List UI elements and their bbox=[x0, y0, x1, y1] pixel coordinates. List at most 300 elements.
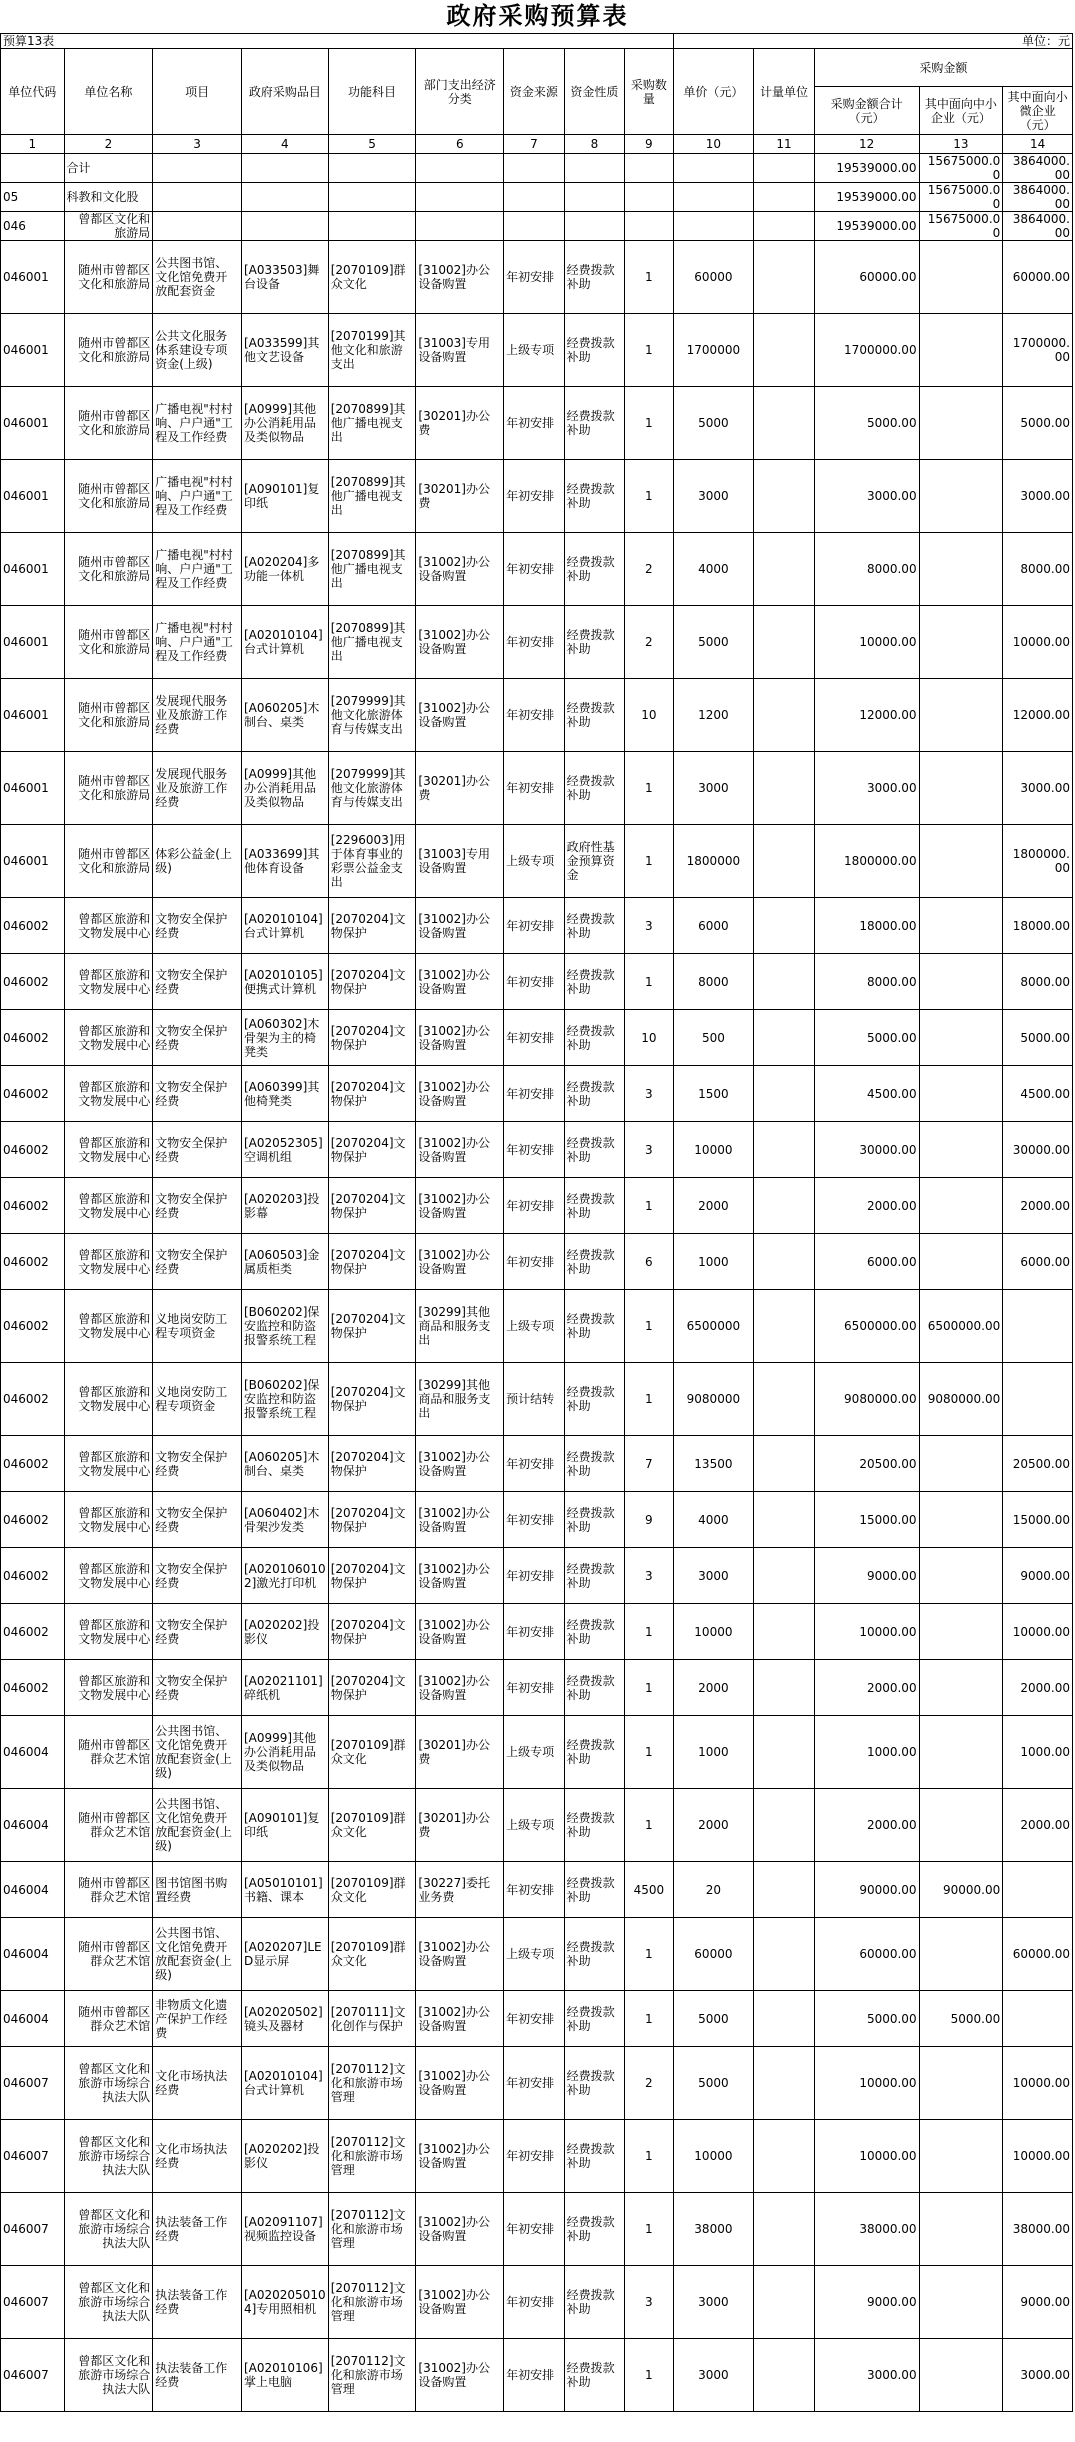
column-number: 7 bbox=[504, 135, 565, 154]
economic-class: [31002]办公设备购置 bbox=[416, 1660, 504, 1716]
unit-name: 曾都区旅游和文物发展中心 bbox=[64, 898, 153, 954]
fund-nature: 经费拨款补助 bbox=[564, 460, 625, 533]
amount-total: 9080000.00 bbox=[814, 1363, 919, 1436]
fund-nature: 经费拨款补助 bbox=[564, 1548, 625, 1604]
empty-cell bbox=[153, 212, 242, 241]
amount-sme bbox=[919, 533, 1003, 606]
unit-name: 曾都区旅游和文物发展中心 bbox=[64, 1548, 153, 1604]
table-row bbox=[1, 1363, 1073, 1436]
amount-sme bbox=[919, 1660, 1003, 1716]
unit-of-measure bbox=[754, 1991, 815, 2047]
unit-of-measure bbox=[754, 2047, 815, 2120]
amount-sme bbox=[919, 2266, 1003, 2339]
economic-class: [31002]办公设备购置 bbox=[416, 1492, 504, 1548]
column-number: 9 bbox=[625, 135, 673, 154]
fund-nature: 经费拨款补助 bbox=[564, 606, 625, 679]
table-row bbox=[1, 2266, 1073, 2339]
economic-class: [30201]办公费 bbox=[416, 460, 504, 533]
fund-nature: 经费拨款补助 bbox=[564, 1862, 625, 1918]
economic-class: [30227]委托业务费 bbox=[416, 1862, 504, 1918]
amount-total: 3000.00 bbox=[814, 752, 919, 825]
procurement-item: [A020207]LED显示屏 bbox=[241, 1918, 328, 1991]
table-row bbox=[1, 2047, 1073, 2120]
amount-sme bbox=[919, 1178, 1003, 1234]
table-row bbox=[1, 1436, 1073, 1492]
function-subject: [2070204]文物保护 bbox=[328, 1436, 416, 1492]
column-number: 3 bbox=[153, 135, 242, 154]
amount-total: 5000.00 bbox=[814, 387, 919, 460]
unit-of-measure bbox=[754, 1290, 815, 1363]
fund-source: 年初安排 bbox=[504, 1604, 565, 1660]
function-subject: [2079999]其他文化旅游体育与传媒支出 bbox=[328, 752, 416, 825]
amount-sme bbox=[919, 1066, 1003, 1122]
project: 图书馆图书购置经费 bbox=[153, 1862, 242, 1918]
amount-micro: 20500.00 bbox=[1003, 1436, 1073, 1492]
unit-code: 046002 bbox=[1, 1660, 65, 1716]
fund-source: 年初安排 bbox=[504, 1122, 565, 1178]
amount-sme: 90000.00 bbox=[919, 1862, 1003, 1918]
amount-micro: 10000.00 bbox=[1003, 606, 1073, 679]
project: 公共图书馆、文化馆免费开放配套资金(上级) bbox=[153, 1918, 242, 1991]
empty-cell bbox=[241, 154, 328, 183]
amount-micro: 3864000.00 bbox=[1003, 183, 1073, 212]
fund-source: 年初安排 bbox=[504, 2120, 565, 2193]
unit-of-measure bbox=[754, 1363, 815, 1436]
amount-micro: 5000.00 bbox=[1003, 1010, 1073, 1066]
amount-sme bbox=[919, 1234, 1003, 1290]
unit-of-measure bbox=[754, 898, 815, 954]
quantity: 1 bbox=[625, 1363, 673, 1436]
unit-of-measure bbox=[754, 825, 815, 898]
unit-code: 046002 bbox=[1, 1548, 65, 1604]
function-subject: [2070111]文化创作与保护 bbox=[328, 1991, 416, 2047]
function-subject: [2070109]群众文化 bbox=[328, 1918, 416, 1991]
amount-micro: 5000.00 bbox=[1003, 387, 1073, 460]
fund-nature: 经费拨款补助 bbox=[564, 1122, 625, 1178]
empty-cell bbox=[564, 154, 625, 183]
project: 文物安全保护经费 bbox=[153, 1604, 242, 1660]
fund-source: 年初安排 bbox=[504, 2339, 565, 2412]
amount-sme: 15675000.00 bbox=[919, 154, 1003, 183]
amount-total: 10000.00 bbox=[814, 2120, 919, 2193]
fund-nature: 经费拨款补助 bbox=[564, 1010, 625, 1066]
unit-name: 曾都区旅游和文物发展中心 bbox=[64, 1492, 153, 1548]
quantity: 2 bbox=[625, 2047, 673, 2120]
amount-micro: 12000.00 bbox=[1003, 679, 1073, 752]
amount-sme bbox=[919, 1918, 1003, 1991]
empty-cell bbox=[625, 212, 673, 241]
amount-total: 3000.00 bbox=[814, 460, 919, 533]
fund-source: 上级专项 bbox=[504, 1789, 565, 1862]
amount-sme bbox=[919, 606, 1003, 679]
amount-total: 10000.00 bbox=[814, 606, 919, 679]
amount-micro: 3000.00 bbox=[1003, 2339, 1073, 2412]
unit-label: 单位：元 bbox=[673, 34, 1072, 49]
function-subject: [2070199]其他文化和旅游支出 bbox=[328, 314, 416, 387]
amount-sme bbox=[919, 825, 1003, 898]
unit-of-measure bbox=[754, 1548, 815, 1604]
unit-code: 046002 bbox=[1, 1066, 65, 1122]
unit-price: 60000 bbox=[673, 241, 754, 314]
unit-of-measure bbox=[754, 606, 815, 679]
amount-micro: 60000.00 bbox=[1003, 1918, 1073, 1991]
amount-total: 4500.00 bbox=[814, 1066, 919, 1122]
unit-code: 046001 bbox=[1, 606, 65, 679]
fund-source: 上级专项 bbox=[504, 1918, 565, 1991]
amount-micro: 10000.00 bbox=[1003, 1604, 1073, 1660]
fund-nature: 经费拨款补助 bbox=[564, 1604, 625, 1660]
unit-code: 046001 bbox=[1, 460, 65, 533]
unit-name: 随州市曾都区文化和旅游局 bbox=[64, 387, 153, 460]
quantity: 3 bbox=[625, 1548, 673, 1604]
fund-nature: 经费拨款补助 bbox=[564, 1660, 625, 1716]
unit-name: 曾都区文化和旅游市场综合执法大队 bbox=[64, 2047, 153, 2120]
unit-code: 046004 bbox=[1, 1991, 65, 2047]
function-subject: [2070899]其他广播电视支出 bbox=[328, 533, 416, 606]
quantity: 1 bbox=[625, 2193, 673, 2266]
table-header bbox=[1, 34, 1073, 154]
unit-of-measure bbox=[754, 1234, 815, 1290]
procurement-item: [A033503]舞台设备 bbox=[241, 241, 328, 314]
procurement-item: [A060503]金属质柜类 bbox=[241, 1234, 328, 1290]
unit-code: 046001 bbox=[1, 314, 65, 387]
empty-cell bbox=[754, 183, 815, 212]
fund-source: 年初安排 bbox=[504, 1492, 565, 1548]
table-row bbox=[1, 1604, 1073, 1660]
function-subject: [2070204]文物保护 bbox=[328, 1660, 416, 1716]
unit-code: 046007 bbox=[1, 2193, 65, 2266]
empty-cell bbox=[153, 154, 242, 183]
project: 文物安全保护经费 bbox=[153, 1178, 242, 1234]
fund-source: 预计结转 bbox=[504, 1363, 565, 1436]
unit-of-measure bbox=[754, 460, 815, 533]
unit-price: 2000 bbox=[673, 1789, 754, 1862]
unit-name: 随州市曾都区文化和旅游局 bbox=[64, 533, 153, 606]
header-price: 单价（元） bbox=[673, 49, 754, 135]
fund-nature: 经费拨款补助 bbox=[564, 1492, 625, 1548]
function-subject: [2070204]文物保护 bbox=[328, 1122, 416, 1178]
table-row bbox=[1, 1548, 1073, 1604]
unit-price: 1700000 bbox=[673, 314, 754, 387]
fund-nature: 经费拨款补助 bbox=[564, 1716, 625, 1789]
empty-cell bbox=[564, 212, 625, 241]
table-row bbox=[1, 1234, 1073, 1290]
header-nature: 资金性质 bbox=[564, 49, 625, 135]
unit-name: 曾都区旅游和文物发展中心 bbox=[64, 1363, 153, 1436]
procurement-item: [A02010104]台式计算机 bbox=[241, 606, 328, 679]
amount-total: 2000.00 bbox=[814, 1660, 919, 1716]
table-row bbox=[1, 954, 1073, 1010]
column-number: 1 bbox=[1, 135, 65, 154]
amount-micro: 3000.00 bbox=[1003, 460, 1073, 533]
column-number: 5 bbox=[328, 135, 416, 154]
empty-cell bbox=[504, 183, 565, 212]
unit-code: 046007 bbox=[1, 2339, 65, 2412]
amount-total: 8000.00 bbox=[814, 954, 919, 1010]
function-subject: [2079999]其他文化旅游体育与传媒支出 bbox=[328, 679, 416, 752]
procurement-item: [A0999]其他办公消耗用品及类似物品 bbox=[241, 752, 328, 825]
procurement-item: [A060302]木骨架为主的椅凳类 bbox=[241, 1010, 328, 1066]
project: 执法装备工作经费 bbox=[153, 2339, 242, 2412]
unit-price: 5000 bbox=[673, 606, 754, 679]
procurement-item: [A0999]其他办公消耗用品及类似物品 bbox=[241, 1716, 328, 1789]
unit-name: 随州市曾都区文化和旅游局 bbox=[64, 460, 153, 533]
unit-of-measure bbox=[754, 1862, 815, 1918]
project: 广播电视"村村响、户户通"工程及工作经费 bbox=[153, 606, 242, 679]
unit-code: 046002 bbox=[1, 1604, 65, 1660]
unit-name: 曾都区旅游和文物发展中心 bbox=[64, 1122, 153, 1178]
unit-of-measure bbox=[754, 1789, 815, 1862]
unit-of-measure bbox=[754, 2339, 815, 2412]
unit-of-measure bbox=[754, 387, 815, 460]
unit-price: 10000 bbox=[673, 1122, 754, 1178]
table-row bbox=[1, 314, 1073, 387]
economic-class: [31002]办公设备购置 bbox=[416, 2120, 504, 2193]
amount-micro: 2000.00 bbox=[1003, 1660, 1073, 1716]
quantity: 1 bbox=[625, 1178, 673, 1234]
fund-source: 年初安排 bbox=[504, 2047, 565, 2120]
unit-code: 046002 bbox=[1, 898, 65, 954]
unit-name: 随州市曾都区群众艺术馆 bbox=[64, 1789, 153, 1862]
unit-name: 曾都区旅游和文物发展中心 bbox=[64, 1066, 153, 1122]
column-number: 12 bbox=[814, 135, 919, 154]
unit-price: 3000 bbox=[673, 2339, 754, 2412]
unit-price: 6500000 bbox=[673, 1290, 754, 1363]
procurement-item: [B060202]保安监控和防盗报警系统工程 bbox=[241, 1363, 328, 1436]
unit-price: 5000 bbox=[673, 387, 754, 460]
amount-sme: 5000.00 bbox=[919, 1991, 1003, 2047]
table-row bbox=[1, 1918, 1073, 1991]
table-row bbox=[1, 1716, 1073, 1789]
economic-class: [31002]办公设备购置 bbox=[416, 1991, 504, 2047]
economic-class: [31002]办公设备购置 bbox=[416, 1604, 504, 1660]
procurement-item: [A02021101]碎纸机 bbox=[241, 1660, 328, 1716]
fund-source: 年初安排 bbox=[504, 679, 565, 752]
fund-source: 年初安排 bbox=[504, 2266, 565, 2339]
table-row bbox=[1, 533, 1073, 606]
quantity: 2 bbox=[625, 606, 673, 679]
amount-total: 6000.00 bbox=[814, 1234, 919, 1290]
economic-class: [31002]办公设备购置 bbox=[416, 1548, 504, 1604]
amount-micro: 2000.00 bbox=[1003, 1789, 1073, 1862]
economic-class: [30299]其他商品和服务支出 bbox=[416, 1290, 504, 1363]
function-subject: [2070899]其他广播电视支出 bbox=[328, 387, 416, 460]
unit-of-measure bbox=[754, 1604, 815, 1660]
unit-code bbox=[1, 154, 65, 183]
amount-micro bbox=[1003, 1290, 1073, 1363]
procurement-item: [A02010104]台式计算机 bbox=[241, 2047, 328, 2120]
empty-cell bbox=[153, 183, 242, 212]
amount-sme bbox=[919, 2193, 1003, 2266]
project: 文物安全保护经费 bbox=[153, 954, 242, 1010]
amount-sme bbox=[919, 2047, 1003, 2120]
function-subject: [2070112]文化和旅游市场管理 bbox=[328, 2266, 416, 2339]
fund-nature: 经费拨款补助 bbox=[564, 679, 625, 752]
economic-class: [31002]办公设备购置 bbox=[416, 1178, 504, 1234]
amount-micro: 10000.00 bbox=[1003, 2120, 1073, 2193]
empty-cell bbox=[328, 154, 416, 183]
unit-name: 曾都区文化和旅游市场综合执法大队 bbox=[64, 2266, 153, 2339]
fund-source: 上级专项 bbox=[504, 825, 565, 898]
economic-class: [31002]办公设备购置 bbox=[416, 1234, 504, 1290]
function-subject: [2296003]用于体育事业的彩票公益金支出 bbox=[328, 825, 416, 898]
quantity: 10 bbox=[625, 1010, 673, 1066]
unit-price: 4000 bbox=[673, 533, 754, 606]
unit-name: 曾都区旅游和文物发展中心 bbox=[64, 1178, 153, 1234]
quantity: 1 bbox=[625, 2339, 673, 2412]
unit-code: 046002 bbox=[1, 1363, 65, 1436]
function-subject: [2070899]其他广播电视支出 bbox=[328, 460, 416, 533]
amount-micro: 38000.00 bbox=[1003, 2193, 1073, 2266]
amount-total: 15000.00 bbox=[814, 1492, 919, 1548]
fund-nature: 政府性基金预算资金 bbox=[564, 825, 625, 898]
procurement-item: [A02010105]便携式计算机 bbox=[241, 954, 328, 1010]
amount-sme bbox=[919, 1122, 1003, 1178]
procurement-item: [A060205]木制台、桌类 bbox=[241, 679, 328, 752]
unit-name: 随州市曾都区群众艺术馆 bbox=[64, 1991, 153, 2047]
table-row bbox=[1, 241, 1073, 314]
function-subject: [2070109]群众文化 bbox=[328, 1716, 416, 1789]
quantity: 7 bbox=[625, 1436, 673, 1492]
amount-sme bbox=[919, 1436, 1003, 1492]
amount-micro bbox=[1003, 1991, 1073, 2047]
table-row bbox=[1, 1122, 1073, 1178]
fund-nature: 经费拨款补助 bbox=[564, 1918, 625, 1991]
amount-sme: 15675000.00 bbox=[919, 183, 1003, 212]
procurement-item: [A060402]木骨架沙发类 bbox=[241, 1492, 328, 1548]
quantity: 6 bbox=[625, 1234, 673, 1290]
unit-of-measure bbox=[754, 314, 815, 387]
fund-nature: 经费拨款补助 bbox=[564, 241, 625, 314]
form-code: 预算13表 bbox=[1, 34, 674, 49]
unit-price: 3000 bbox=[673, 752, 754, 825]
unit-code: 05 bbox=[1, 183, 65, 212]
economic-class: [31003]专用设备购置 bbox=[416, 314, 504, 387]
fund-nature: 经费拨款补助 bbox=[564, 1234, 625, 1290]
quantity: 1 bbox=[625, 2120, 673, 2193]
function-subject: [2070204]文物保护 bbox=[328, 1010, 416, 1066]
procurement-item: [A020203]投影幕 bbox=[241, 1178, 328, 1234]
amount-sme bbox=[919, 1604, 1003, 1660]
function-subject: [2070109]群众文化 bbox=[328, 241, 416, 314]
unit-price: 2000 bbox=[673, 1660, 754, 1716]
amount-sme: 9080000.00 bbox=[919, 1363, 1003, 1436]
header-micro: 其中面向小微企业（元） bbox=[1003, 87, 1073, 135]
unit-of-measure bbox=[754, 679, 815, 752]
unit-of-measure bbox=[754, 1436, 815, 1492]
table-row bbox=[1, 2339, 1073, 2412]
amount-sme bbox=[919, 1789, 1003, 1862]
project: 体彩公益金(上级) bbox=[153, 825, 242, 898]
project: 文物安全保护经费 bbox=[153, 1010, 242, 1066]
quantity: 3 bbox=[625, 898, 673, 954]
procurement-item: [A060399]其他椅凳类 bbox=[241, 1066, 328, 1122]
unit-price: 6000 bbox=[673, 898, 754, 954]
unit-price: 38000 bbox=[673, 2193, 754, 2266]
amount-total: 19539000.00 bbox=[814, 183, 919, 212]
unit-of-measure bbox=[754, 1178, 815, 1234]
economic-class: [31002]办公设备购置 bbox=[416, 2047, 504, 2120]
table-row bbox=[1, 825, 1073, 898]
economic-class: [31002]办公设备购置 bbox=[416, 606, 504, 679]
unit-price: 500 bbox=[673, 1010, 754, 1066]
unit-name: 曾都区文化和旅游市场综合执法大队 bbox=[64, 2193, 153, 2266]
empty-cell bbox=[504, 212, 565, 241]
project: 文物安全保护经费 bbox=[153, 1492, 242, 1548]
empty-cell bbox=[754, 154, 815, 183]
project: 广播电视"村村响、户户通"工程及工作经费 bbox=[153, 460, 242, 533]
empty-cell bbox=[625, 183, 673, 212]
unit-price: 10000 bbox=[673, 2120, 754, 2193]
quantity: 2 bbox=[625, 533, 673, 606]
header-catalog: 政府采购品目 bbox=[241, 49, 328, 135]
table-row bbox=[1, 1178, 1073, 1234]
empty-cell bbox=[328, 212, 416, 241]
amount-micro: 15000.00 bbox=[1003, 1492, 1073, 1548]
quantity: 1 bbox=[625, 752, 673, 825]
quantity: 1 bbox=[625, 825, 673, 898]
amount-total: 19539000.00 bbox=[814, 212, 919, 241]
function-subject: [2070204]文物保护 bbox=[328, 1492, 416, 1548]
unit-code: 046002 bbox=[1, 1436, 65, 1492]
economic-class: [31003]专用设备购置 bbox=[416, 825, 504, 898]
project: 文化市场执法经费 bbox=[153, 2047, 242, 2120]
unit-code: 046004 bbox=[1, 1918, 65, 1991]
unit-price: 13500 bbox=[673, 1436, 754, 1492]
amount-total: 1800000.00 bbox=[814, 825, 919, 898]
column-number: 2 bbox=[64, 135, 153, 154]
unit-price: 1000 bbox=[673, 1234, 754, 1290]
unit-name: 曾都区旅游和文物发展中心 bbox=[64, 1010, 153, 1066]
unit-of-measure bbox=[754, 1122, 815, 1178]
amount-sme bbox=[919, 1492, 1003, 1548]
fund-source: 年初安排 bbox=[504, 752, 565, 825]
unit-of-measure bbox=[754, 954, 815, 1010]
function-subject: [2070204]文物保护 bbox=[328, 1234, 416, 1290]
amount-total: 18000.00 bbox=[814, 898, 919, 954]
summary-body bbox=[1, 154, 1073, 241]
empty-cell bbox=[673, 183, 754, 212]
project: 广播电视"村村响、户户通"工程及工作经费 bbox=[153, 533, 242, 606]
project: 广播电视"村村响、户户通"工程及工作经费 bbox=[153, 387, 242, 460]
fund-source: 年初安排 bbox=[504, 460, 565, 533]
fund-source: 上级专项 bbox=[504, 1716, 565, 1789]
quantity: 1 bbox=[625, 314, 673, 387]
amount-micro: 3000.00 bbox=[1003, 752, 1073, 825]
amount-total: 5000.00 bbox=[814, 1991, 919, 2047]
table-row bbox=[1, 2120, 1073, 2193]
unit-of-measure bbox=[754, 1492, 815, 1548]
project: 非物质文化遗产保护工作经费 bbox=[153, 1991, 242, 2047]
amount-sme bbox=[919, 1716, 1003, 1789]
quantity: 4500 bbox=[625, 1862, 673, 1918]
fund-source: 年初安排 bbox=[504, 2193, 565, 2266]
fund-source: 年初安排 bbox=[504, 1436, 565, 1492]
procurement-item: [A05010101]书籍、课本 bbox=[241, 1862, 328, 1918]
amount-total: 9000.00 bbox=[814, 2266, 919, 2339]
unit-code: 046007 bbox=[1, 2047, 65, 2120]
project: 文化市场执法经费 bbox=[153, 2120, 242, 2193]
project: 义地岗安防工程专项资金 bbox=[153, 1290, 242, 1363]
amount-micro: 2000.00 bbox=[1003, 1178, 1073, 1234]
amount-total: 30000.00 bbox=[814, 1122, 919, 1178]
quantity: 1 bbox=[625, 460, 673, 533]
quantity: 1 bbox=[625, 387, 673, 460]
empty-cell bbox=[673, 212, 754, 241]
procurement-item: [A02052305]空调机组 bbox=[241, 1122, 328, 1178]
empty-cell bbox=[754, 212, 815, 241]
fund-source: 年初安排 bbox=[504, 533, 565, 606]
